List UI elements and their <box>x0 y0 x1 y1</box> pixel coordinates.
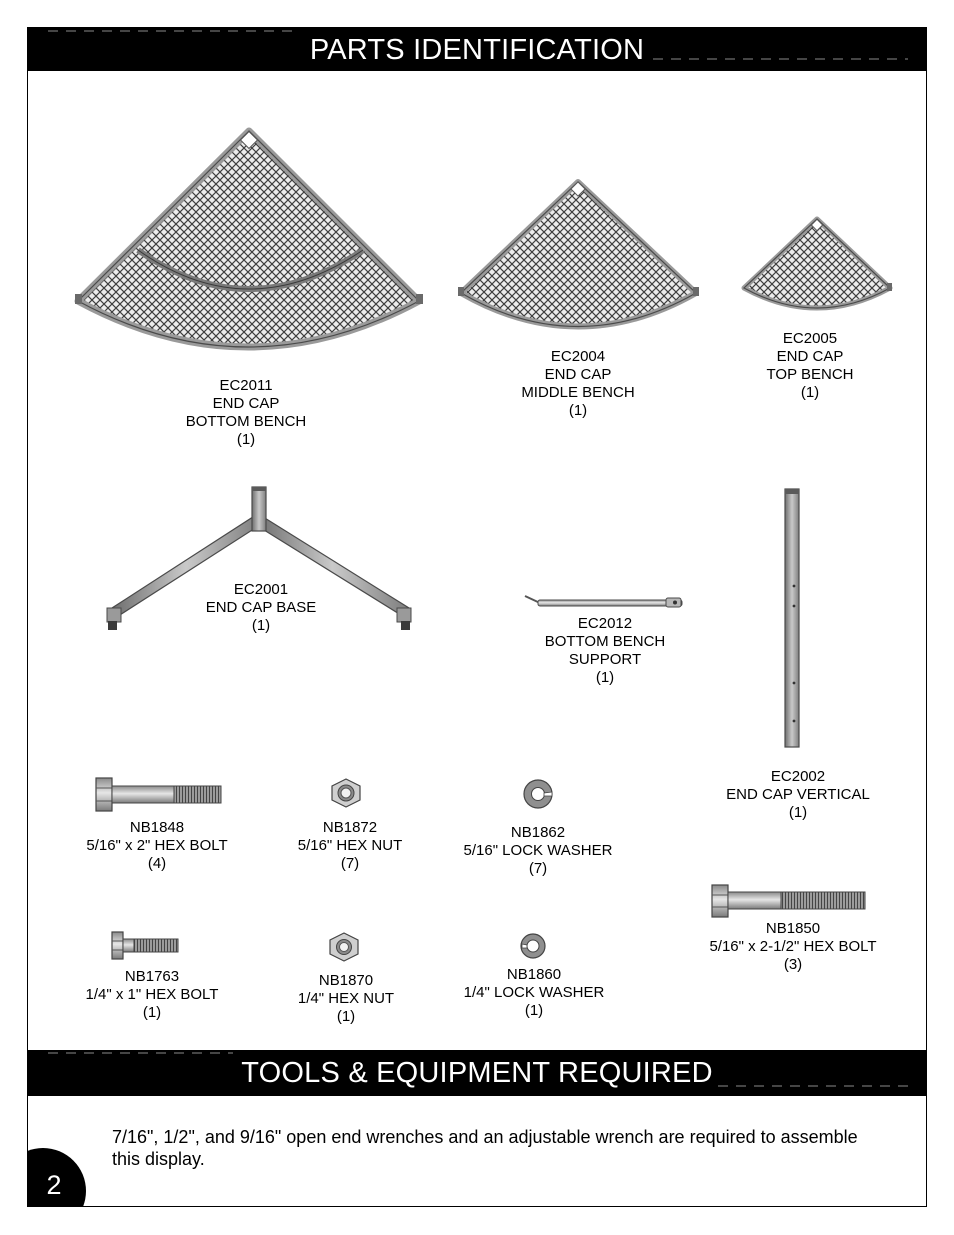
tools-equipment-header <box>28 1050 926 1096</box>
part-code: EC2004 <box>550 348 606 365</box>
page-frame <box>27 27 927 1207</box>
part-description: END CAP <box>212 395 280 412</box>
part-quantity: (7) <box>528 860 548 877</box>
part-nb1862 <box>448 824 628 878</box>
hex-bolt-icon <box>96 778 221 811</box>
part-code: NB1850 <box>765 920 821 937</box>
lock-washer-icon <box>524 780 552 808</box>
part-quantity: (1) <box>142 1004 162 1021</box>
part-description: END CAP BASE <box>205 599 317 616</box>
part-quantity: (1) <box>524 1002 544 1019</box>
part-description: TOP BENCH <box>766 366 854 383</box>
part-ec2001 <box>191 581 331 635</box>
mesh-end-cap-icon <box>75 131 423 347</box>
part-nb1870 <box>281 972 411 1026</box>
part-quantity: (1) <box>251 617 271 634</box>
hex-bolt-icon <box>112 932 178 959</box>
bench-support-rod-icon <box>525 596 682 607</box>
part-code: NB1763 <box>124 968 180 985</box>
part-code: EC2012 <box>577 615 633 632</box>
part-description: MIDDLE BENCH <box>521 384 635 401</box>
part-quantity: (7) <box>340 855 360 872</box>
part-quantity: (1) <box>568 402 588 419</box>
part-code: NB1860 <box>506 966 562 983</box>
part-description: 5/16" x 2-1/2" HEX BOLT <box>709 938 877 955</box>
part-ec2002 <box>713 768 883 822</box>
part-description: BOTTOM BENCH <box>185 413 307 430</box>
mesh-end-cap-icon <box>744 219 892 308</box>
part-quantity: (1) <box>236 431 256 448</box>
part-description: 5/16" x 2" HEX BOLT <box>86 837 228 854</box>
part-quantity: (1) <box>336 1008 356 1025</box>
part-nb1763 <box>72 968 232 1022</box>
hex-nut-icon <box>332 779 360 807</box>
part-description: 1/4" LOCK WASHER <box>463 984 605 1001</box>
part-description: END CAP <box>776 348 844 365</box>
part-description: 5/16" HEX NUT <box>297 837 403 854</box>
part-nb1860 <box>454 966 614 1020</box>
parts-identification-title: PARTS IDENTIFICATION <box>309 34 645 66</box>
part-code: NB1870 <box>318 972 374 989</box>
part-code: EC2005 <box>782 330 838 347</box>
part-description: END CAP <box>544 366 612 383</box>
parts-artwork <box>28 28 927 1207</box>
part-nb1872 <box>280 819 420 873</box>
tools-equipment-title: TOOLS & EQUIPMENT REQUIRED <box>241 1057 713 1089</box>
part-quantity: (1) <box>595 669 615 686</box>
part-ec2012 <box>535 615 675 687</box>
part-description: 1/4" x 1" HEX BOLT <box>85 986 219 1003</box>
part-description: END CAP VERTICAL <box>726 786 870 803</box>
vertical-post-icon <box>785 489 799 747</box>
part-code: NB1872 <box>322 819 378 836</box>
tools-description: 7/16", 1/2", and 9/16" open end wrenches and an adjustable wrench are required to assemble this display. <box>112 1127 858 1169</box>
part-quantity: (1) <box>788 804 808 821</box>
page-number: 2 <box>46 1170 62 1200</box>
part-ec2004 <box>513 348 643 420</box>
part-description: 1/4" HEX NUT <box>297 990 395 1007</box>
part-nb1850 <box>693 920 893 974</box>
part-nb1848 <box>72 819 242 873</box>
mesh-end-cap-icon <box>458 182 699 327</box>
part-description: SUPPORT <box>568 651 642 668</box>
part-quantity: (1) <box>800 384 820 401</box>
part-quantity: (4) <box>147 855 167 872</box>
lock-washer-icon <box>521 934 545 958</box>
part-code: NB1862 <box>510 824 566 841</box>
part-ec2011 <box>181 377 311 449</box>
part-code: NB1848 <box>129 819 185 836</box>
hex-nut-icon <box>330 933 358 961</box>
part-code: EC2002 <box>770 768 826 785</box>
part-code: EC2001 <box>233 581 289 598</box>
part-code: EC2011 <box>219 377 273 394</box>
part-quantity: (3) <box>783 956 803 973</box>
hex-bolt-icon <box>712 885 865 917</box>
part-description: BOTTOM BENCH <box>544 633 666 650</box>
part-ec2005 <box>750 330 870 402</box>
part-description: 5/16" LOCK WASHER <box>463 842 613 859</box>
